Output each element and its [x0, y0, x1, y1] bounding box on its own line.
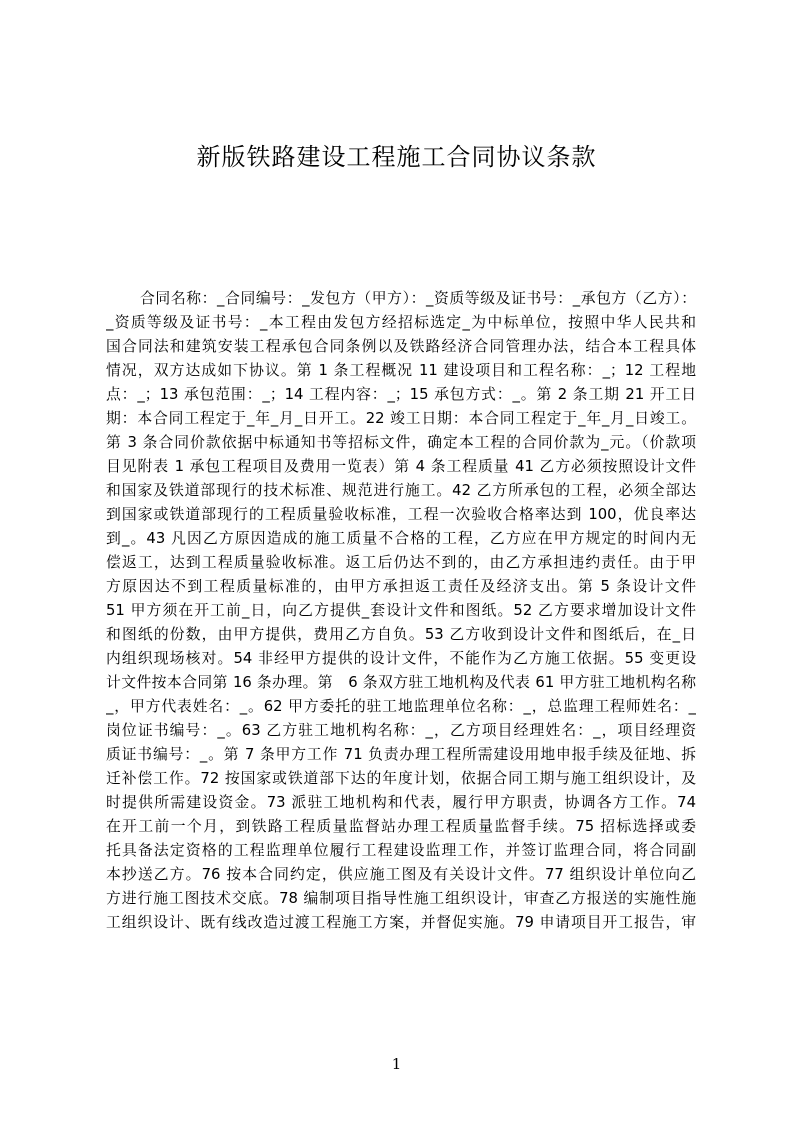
body-line: 合同名称：_合同编号：_发包方（甲方）：_资质等级及证书号：_承包方（乙方）： [140, 290, 696, 307]
body-line: 到_。43 凡因乙方原因造成的施工质量不合格的工程，乙方应在甲方规定的时间内无 [106, 530, 696, 547]
body-line: 方原因达不到工程质量标准的，由甲方承担返工责任及经济支出。第 5 条设计文件 [106, 578, 696, 595]
body-line: 托具备法定资格的工程监理单位履行工程建设监理工作，并签订监理合同，将合同副 [106, 842, 696, 859]
body-line: 点：_；13 承包范围：_；14 工程内容：_；15 承包方式：_。第 2 条工期 21 开工日 [106, 386, 696, 403]
body-line: _资质等级及证书号：_本工程由发包方经招标选定_为中标单位，按照中华人民共和 [106, 314, 696, 331]
body-line: 方进行施工图技术交底。78 编制项目指导性施工组织设计，审查乙方报送的实施性施 [106, 890, 696, 907]
body-line: 工组织设计、既有线改造过渡工程施工方案，并督促实施。79 申请项目开工报告，审 [106, 914, 696, 931]
body-line: 到国家或铁道部现行的工程质量验收标准，工程一次验收合格率达到 100，优良率达 [106, 506, 696, 523]
document-body [106, 287, 696, 1055]
body-line: 偿返工，达到工程质量验收标准。返工后仍达不到的，由乙方承担违约责任。由于甲 [106, 554, 696, 571]
body-line: 岗位证书编号：_。63 乙方驻工地机构名称：_，乙方项目经理姓名：_，项目经理资 [106, 722, 696, 739]
body-line: 国合同法和建筑安装工程承包合同条例以及铁路经济合同管理办法，结合本工程具体 [106, 338, 696, 355]
document-title: 新版铁路建设工程施工合同协议条款 [196, 143, 597, 171]
body-line: 时提供所需建设资金。73 派驻工地机构和代表，履行甲方职责，协调各方工作。74 [106, 794, 696, 811]
body-line: 本抄送乙方。76 按本合同约定，供应施工图及有关设计文件。77 组织设计单位向乙 [106, 866, 696, 883]
body-line: 第 3 条合同价款依据中标通知书等招标文件，确定本工程的合同价款为_元。（价款项 [106, 434, 696, 451]
body-line: 期：本合同工程定于_年_月_日开工。22 竣工日期：本合同工程定于_年_月_日竣工。 [106, 410, 696, 427]
body-line: 迁补偿工作。72 按国家或铁道部下达的年度计划，依据合同工期与施工组织设计，及 [106, 770, 696, 787]
body-line: _，甲方代表姓名：_。62 甲方委托的驻工地监理单位名称：_，总监理工程师姓名：_ [106, 698, 696, 715]
body-line: 计文件按本合同第 16 条办理。第 6 条双方驻工地机构及代表 61 甲方驻工地机构名称 [106, 674, 696, 691]
page-number: 1 [391, 1055, 402, 1073]
body-line: 质证书编号：_。第 7 条甲方工作 71 负责办理工程所需建设用地申报手续及征地、拆 [106, 746, 696, 763]
body-line: 在开工前一个月，到铁路工程质量监督站办理工程质量监督手续。75 招标选择或委 [106, 818, 696, 835]
body-line: 内组织现场核对。54 非经甲方提供的设计文件，不能作为乙方施工依据。55 变更设 [106, 650, 696, 667]
body-line: 情况，双方达成如下协议。第 1 条工程概况 11 建设项目和工程名称：_；12 工程地 [106, 362, 696, 379]
body-line: 目见附表 1 承包工程项目及费用一览表）第 4 条工程质量 41 乙方必须按照设计文件 [106, 458, 696, 475]
body-line: 和图纸的份数，由甲方提供，费用乙方自负。53 乙方收到设计文件和图纸后，在_日 [106, 626, 696, 643]
body-line: 和国家及铁道部现行的技术标准、规范进行施工。42 乙方所承包的工程，必须全部达 [106, 482, 696, 499]
body-line: 51 甲方须在开工前_日，向乙方提供_套设计文件和图纸。52 乙方要求增加设计文件 [106, 602, 696, 619]
